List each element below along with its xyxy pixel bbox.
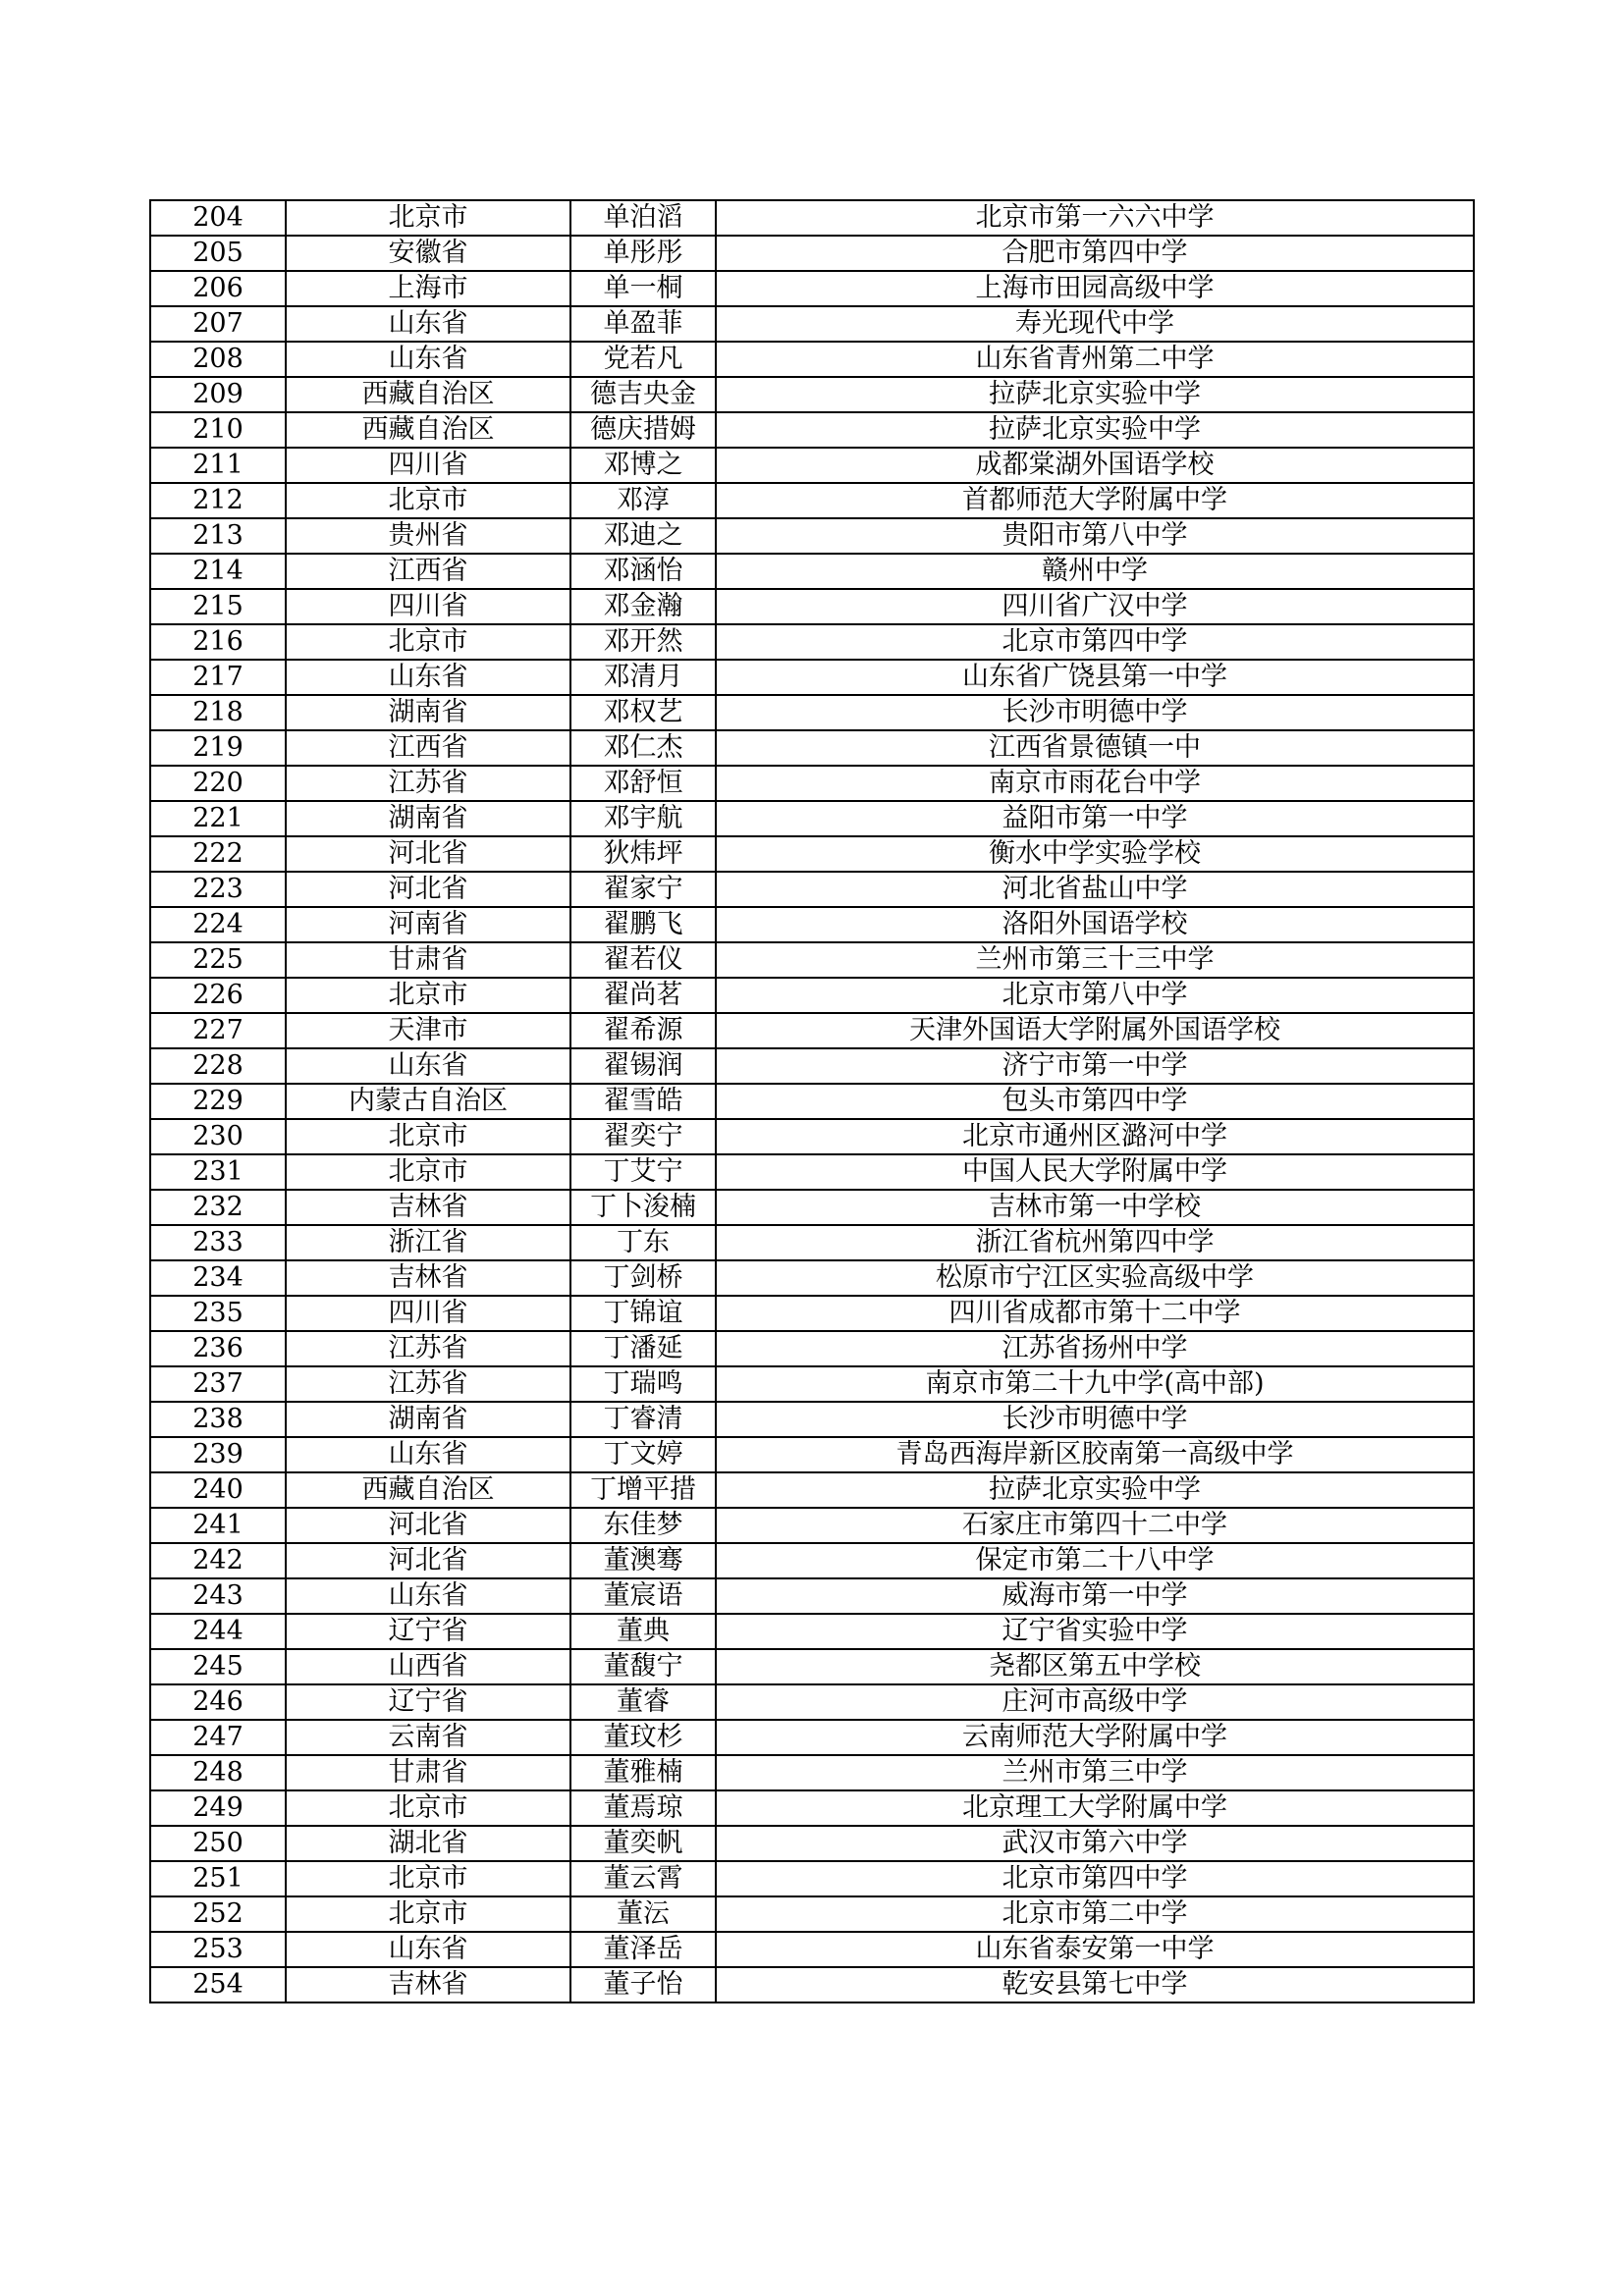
school-name: 拉萨北京实验中学 xyxy=(716,1472,1474,1508)
school-name: 四川省成都市第十二中学 xyxy=(716,1296,1474,1331)
province-cell: 江苏省 xyxy=(286,1366,570,1402)
table-row xyxy=(150,1260,1474,1296)
row-number: 242 xyxy=(150,1543,286,1578)
table-row xyxy=(150,1790,1474,1826)
province-cell: 北京市 xyxy=(286,1119,570,1154)
row-number: 210 xyxy=(150,412,286,448)
student-name: 董奕帆 xyxy=(570,1826,716,1861)
student-name: 翟希源 xyxy=(570,1013,716,1048)
table-row xyxy=(150,1437,1474,1472)
province-cell: 江苏省 xyxy=(286,766,570,801)
province-cell: 河北省 xyxy=(286,872,570,907)
school-name: 吉林市第一中学校 xyxy=(716,1190,1474,1225)
table-row xyxy=(150,801,1474,836)
table-row xyxy=(150,1967,1474,2002)
student-name: 丁东 xyxy=(570,1225,716,1260)
table-row xyxy=(150,306,1474,342)
student-name: 丁卜浚楠 xyxy=(570,1190,716,1225)
school-name: 衡水中学实验学校 xyxy=(716,836,1474,872)
table-row xyxy=(150,1366,1474,1402)
student-name: 翟锡润 xyxy=(570,1048,716,1084)
row-number: 234 xyxy=(150,1260,286,1296)
province-cell: 江苏省 xyxy=(286,1331,570,1366)
row-number: 231 xyxy=(150,1154,286,1190)
school-name: 合肥市第四中学 xyxy=(716,236,1474,271)
student-name: 丁文婷 xyxy=(570,1437,716,1472)
province-cell: 山东省 xyxy=(286,1437,570,1472)
school-name: 拉萨北京实验中学 xyxy=(716,377,1474,412)
row-number: 218 xyxy=(150,695,286,730)
student-name: 丁增平措 xyxy=(570,1472,716,1508)
row-number: 232 xyxy=(150,1190,286,1225)
row-number: 233 xyxy=(150,1225,286,1260)
school-name: 中国人民大学附属中学 xyxy=(716,1154,1474,1190)
table-row xyxy=(150,1649,1474,1684)
province-cell: 吉林省 xyxy=(286,1967,570,2002)
province-cell: 北京市 xyxy=(286,624,570,660)
province-cell: 吉林省 xyxy=(286,1190,570,1225)
school-name: 辽宁省实验中学 xyxy=(716,1614,1474,1649)
school-name: 长沙市明德中学 xyxy=(716,1402,1474,1437)
row-number: 252 xyxy=(150,1896,286,1932)
school-name: 北京理工大学附属中学 xyxy=(716,1790,1474,1826)
school-name: 武汉市第六中学 xyxy=(716,1826,1474,1861)
table-row xyxy=(150,907,1474,942)
province-cell: 山东省 xyxy=(286,306,570,342)
table-row xyxy=(150,624,1474,660)
row-number: 219 xyxy=(150,730,286,766)
province-cell: 山东省 xyxy=(286,1932,570,1967)
school-name: 寿光现代中学 xyxy=(716,306,1474,342)
school-name: 赣州中学 xyxy=(716,554,1474,589)
province-cell: 河北省 xyxy=(286,1543,570,1578)
student-name: 单盈菲 xyxy=(570,306,716,342)
school-name: 天津外国语大学附属外国语学校 xyxy=(716,1013,1474,1048)
province-cell: 湖南省 xyxy=(286,1402,570,1437)
table-row xyxy=(150,1119,1474,1154)
student-name: 翟家宁 xyxy=(570,872,716,907)
table-row xyxy=(150,1154,1474,1190)
province-cell: 北京市 xyxy=(286,1790,570,1826)
school-name: 庄河市高级中学 xyxy=(716,1684,1474,1720)
school-name: 洛阳外国语学校 xyxy=(716,907,1474,942)
province-cell: 云南省 xyxy=(286,1720,570,1755)
province-cell: 山东省 xyxy=(286,1048,570,1084)
table-row xyxy=(150,1684,1474,1720)
student-name: 丁潘延 xyxy=(570,1331,716,1366)
province-cell: 江西省 xyxy=(286,554,570,589)
table-row xyxy=(150,448,1474,483)
student-name: 董睿 xyxy=(570,1684,716,1720)
table-row xyxy=(150,660,1474,695)
school-name: 威海市第一中学 xyxy=(716,1578,1474,1614)
student-name: 董典 xyxy=(570,1614,716,1649)
student-name: 狄炜坪 xyxy=(570,836,716,872)
school-name: 青岛西海岸新区胶南第一高级中学 xyxy=(716,1437,1474,1472)
table-row xyxy=(150,1331,1474,1366)
student-name: 邓淳 xyxy=(570,483,716,518)
row-number: 244 xyxy=(150,1614,286,1649)
student-name: 邓清月 xyxy=(570,660,716,695)
table-row xyxy=(150,518,1474,554)
row-number: 216 xyxy=(150,624,286,660)
row-number: 223 xyxy=(150,872,286,907)
student-name: 董子怡 xyxy=(570,1967,716,2002)
table-row xyxy=(150,1402,1474,1437)
row-number: 208 xyxy=(150,342,286,377)
row-number: 204 xyxy=(150,200,286,236)
table-row xyxy=(150,1826,1474,1861)
school-name: 长沙市明德中学 xyxy=(716,695,1474,730)
table-row xyxy=(150,412,1474,448)
school-name: 山东省广饶县第一中学 xyxy=(716,660,1474,695)
student-name: 邓开然 xyxy=(570,624,716,660)
student-name: 德吉央金 xyxy=(570,377,716,412)
row-number: 237 xyxy=(150,1366,286,1402)
student-name: 董澳骞 xyxy=(570,1543,716,1578)
student-name: 董玟杉 xyxy=(570,1720,716,1755)
province-cell: 贵州省 xyxy=(286,518,570,554)
student-name: 董焉琼 xyxy=(570,1790,716,1826)
student-name: 邓涵怡 xyxy=(570,554,716,589)
table-row xyxy=(150,1543,1474,1578)
province-cell: 安徽省 xyxy=(286,236,570,271)
row-number: 246 xyxy=(150,1684,286,1720)
row-number: 205 xyxy=(150,236,286,271)
table-row xyxy=(150,483,1474,518)
province-cell: 山东省 xyxy=(286,660,570,695)
row-number: 239 xyxy=(150,1437,286,1472)
table-row xyxy=(150,342,1474,377)
province-cell: 湖南省 xyxy=(286,801,570,836)
student-name: 邓迪之 xyxy=(570,518,716,554)
row-number: 215 xyxy=(150,589,286,624)
school-name: 北京市第二中学 xyxy=(716,1896,1474,1932)
table-row xyxy=(150,942,1474,978)
student-name: 单彤彤 xyxy=(570,236,716,271)
row-number: 250 xyxy=(150,1826,286,1861)
table-row xyxy=(150,695,1474,730)
row-number: 228 xyxy=(150,1048,286,1084)
student-name: 翟尚茗 xyxy=(570,978,716,1013)
student-name: 董云霄 xyxy=(570,1861,716,1896)
row-number: 212 xyxy=(150,483,286,518)
row-number: 221 xyxy=(150,801,286,836)
table-row xyxy=(150,271,1474,306)
table-row xyxy=(150,836,1474,872)
row-number: 235 xyxy=(150,1296,286,1331)
row-number: 226 xyxy=(150,978,286,1013)
province-cell: 甘肃省 xyxy=(286,942,570,978)
school-name: 江苏省扬州中学 xyxy=(716,1331,1474,1366)
row-number: 243 xyxy=(150,1578,286,1614)
student-name: 邓金瀚 xyxy=(570,589,716,624)
row-number: 207 xyxy=(150,306,286,342)
school-name: 尧都区第五中学校 xyxy=(716,1649,1474,1684)
row-number: 238 xyxy=(150,1402,286,1437)
row-number: 206 xyxy=(150,271,286,306)
student-name: 董馥宁 xyxy=(570,1649,716,1684)
school-name: 南京市第二十九中学(高中部) xyxy=(716,1366,1474,1402)
table-row xyxy=(150,1932,1474,1967)
row-number: 209 xyxy=(150,377,286,412)
province-cell: 河南省 xyxy=(286,907,570,942)
student-name: 董沄 xyxy=(570,1896,716,1932)
school-name: 乾安县第七中学 xyxy=(716,1967,1474,2002)
school-name: 济宁市第一中学 xyxy=(716,1048,1474,1084)
row-number: 220 xyxy=(150,766,286,801)
school-name: 松原市宁江区实验高级中学 xyxy=(716,1260,1474,1296)
student-name: 单泊滔 xyxy=(570,200,716,236)
row-number: 248 xyxy=(150,1755,286,1790)
row-number: 214 xyxy=(150,554,286,589)
table-row xyxy=(150,589,1474,624)
school-name: 保定市第二十八中学 xyxy=(716,1543,1474,1578)
province-cell: 四川省 xyxy=(286,448,570,483)
student-name: 邓宇航 xyxy=(570,801,716,836)
province-cell: 北京市 xyxy=(286,978,570,1013)
school-name: 益阳市第一中学 xyxy=(716,801,1474,836)
row-number: 254 xyxy=(150,1967,286,2002)
province-cell: 西藏自治区 xyxy=(286,1472,570,1508)
student-name: 东佳梦 xyxy=(570,1508,716,1543)
student-name: 董宸语 xyxy=(570,1578,716,1614)
roster-table-body xyxy=(150,200,1474,2002)
province-cell: 北京市 xyxy=(286,200,570,236)
student-name: 丁睿清 xyxy=(570,1402,716,1437)
school-name: 四川省广汉中学 xyxy=(716,589,1474,624)
table-row xyxy=(150,1190,1474,1225)
student-name: 邓舒恒 xyxy=(570,766,716,801)
table-row xyxy=(150,377,1474,412)
table-row xyxy=(150,1084,1474,1119)
row-number: 225 xyxy=(150,942,286,978)
school-name: 山东省青州第二中学 xyxy=(716,342,1474,377)
province-cell: 湖北省 xyxy=(286,1826,570,1861)
province-cell: 北京市 xyxy=(286,1154,570,1190)
table-row xyxy=(150,200,1474,236)
school-name: 北京市第八中学 xyxy=(716,978,1474,1013)
province-cell: 北京市 xyxy=(286,1896,570,1932)
province-cell: 天津市 xyxy=(286,1013,570,1048)
row-number: 249 xyxy=(150,1790,286,1826)
table-row xyxy=(150,730,1474,766)
student-name: 德庆措姆 xyxy=(570,412,716,448)
province-cell: 四川省 xyxy=(286,1296,570,1331)
table-row xyxy=(150,978,1474,1013)
student-name: 单一桐 xyxy=(570,271,716,306)
table-row xyxy=(150,1296,1474,1331)
school-name: 河北省盐山中学 xyxy=(716,872,1474,907)
table-row xyxy=(150,872,1474,907)
row-number: 241 xyxy=(150,1508,286,1543)
province-cell: 甘肃省 xyxy=(286,1755,570,1790)
province-cell: 山西省 xyxy=(286,1649,570,1684)
province-cell: 江西省 xyxy=(286,730,570,766)
table-row xyxy=(150,766,1474,801)
province-cell: 西藏自治区 xyxy=(286,377,570,412)
school-name: 山东省泰安第一中学 xyxy=(716,1932,1474,1967)
school-name: 包头市第四中学 xyxy=(716,1084,1474,1119)
row-number: 211 xyxy=(150,448,286,483)
table-row xyxy=(150,1861,1474,1896)
row-number: 251 xyxy=(150,1861,286,1896)
row-number: 222 xyxy=(150,836,286,872)
province-cell: 山东省 xyxy=(286,1578,570,1614)
student-name: 党若凡 xyxy=(570,342,716,377)
table-row xyxy=(150,1508,1474,1543)
school-name: 北京市通州区潞河中学 xyxy=(716,1119,1474,1154)
table-row xyxy=(150,1225,1474,1260)
school-name: 云南师范大学附属中学 xyxy=(716,1720,1474,1755)
province-cell: 河北省 xyxy=(286,836,570,872)
student-name: 董雅楠 xyxy=(570,1755,716,1790)
school-name: 成都棠湖外国语学校 xyxy=(716,448,1474,483)
table-row xyxy=(150,1896,1474,1932)
table-row xyxy=(150,1755,1474,1790)
province-cell: 辽宁省 xyxy=(286,1614,570,1649)
school-name: 江西省景德镇一中 xyxy=(716,730,1474,766)
row-number: 247 xyxy=(150,1720,286,1755)
school-name: 石家庄市第四十二中学 xyxy=(716,1508,1474,1543)
school-name: 浙江省杭州第四中学 xyxy=(716,1225,1474,1260)
student-name: 翟若仪 xyxy=(570,942,716,978)
table-row xyxy=(150,1472,1474,1508)
province-cell: 吉林省 xyxy=(286,1260,570,1296)
row-number: 236 xyxy=(150,1331,286,1366)
student-name: 董泽岳 xyxy=(570,1932,716,1967)
student-name: 翟雪皓 xyxy=(570,1084,716,1119)
student-name: 翟鹏飞 xyxy=(570,907,716,942)
school-name: 南京市雨花台中学 xyxy=(716,766,1474,801)
student-name: 丁锦谊 xyxy=(570,1296,716,1331)
school-name: 北京市第四中学 xyxy=(716,1861,1474,1896)
province-cell: 湖南省 xyxy=(286,695,570,730)
school-name: 贵阳市第八中学 xyxy=(716,518,1474,554)
student-name: 邓权艺 xyxy=(570,695,716,730)
table-row xyxy=(150,1578,1474,1614)
student-name: 邓博之 xyxy=(570,448,716,483)
row-number: 245 xyxy=(150,1649,286,1684)
table-row xyxy=(150,1720,1474,1755)
student-name: 邓仁杰 xyxy=(570,730,716,766)
province-cell: 河北省 xyxy=(286,1508,570,1543)
school-name: 北京市第四中学 xyxy=(716,624,1474,660)
student-name: 丁艾宁 xyxy=(570,1154,716,1190)
table-row xyxy=(150,236,1474,271)
school-name: 上海市田园高级中学 xyxy=(716,271,1474,306)
row-number: 224 xyxy=(150,907,286,942)
table-row xyxy=(150,554,1474,589)
row-number: 230 xyxy=(150,1119,286,1154)
province-cell: 内蒙古自治区 xyxy=(286,1084,570,1119)
province-cell: 四川省 xyxy=(286,589,570,624)
school-name: 兰州市第三中学 xyxy=(716,1755,1474,1790)
roster-table xyxy=(149,199,1475,2003)
table-row xyxy=(150,1614,1474,1649)
school-name: 北京市第一六六中学 xyxy=(716,200,1474,236)
table-row xyxy=(150,1013,1474,1048)
school-name: 拉萨北京实验中学 xyxy=(716,412,1474,448)
row-number: 240 xyxy=(150,1472,286,1508)
province-cell: 浙江省 xyxy=(286,1225,570,1260)
row-number: 227 xyxy=(150,1013,286,1048)
student-name: 翟奕宁 xyxy=(570,1119,716,1154)
school-name: 首都师范大学附属中学 xyxy=(716,483,1474,518)
row-number: 229 xyxy=(150,1084,286,1119)
province-cell: 北京市 xyxy=(286,483,570,518)
student-name: 丁剑桥 xyxy=(570,1260,716,1296)
province-cell: 辽宁省 xyxy=(286,1684,570,1720)
student-name: 丁瑞鸣 xyxy=(570,1366,716,1402)
school-name: 兰州市第三十三中学 xyxy=(716,942,1474,978)
province-cell: 上海市 xyxy=(286,271,570,306)
row-number: 217 xyxy=(150,660,286,695)
table-row xyxy=(150,1048,1474,1084)
province-cell: 北京市 xyxy=(286,1861,570,1896)
province-cell: 山东省 xyxy=(286,342,570,377)
row-number: 213 xyxy=(150,518,286,554)
row-number: 253 xyxy=(150,1932,286,1967)
province-cell: 西藏自治区 xyxy=(286,412,570,448)
